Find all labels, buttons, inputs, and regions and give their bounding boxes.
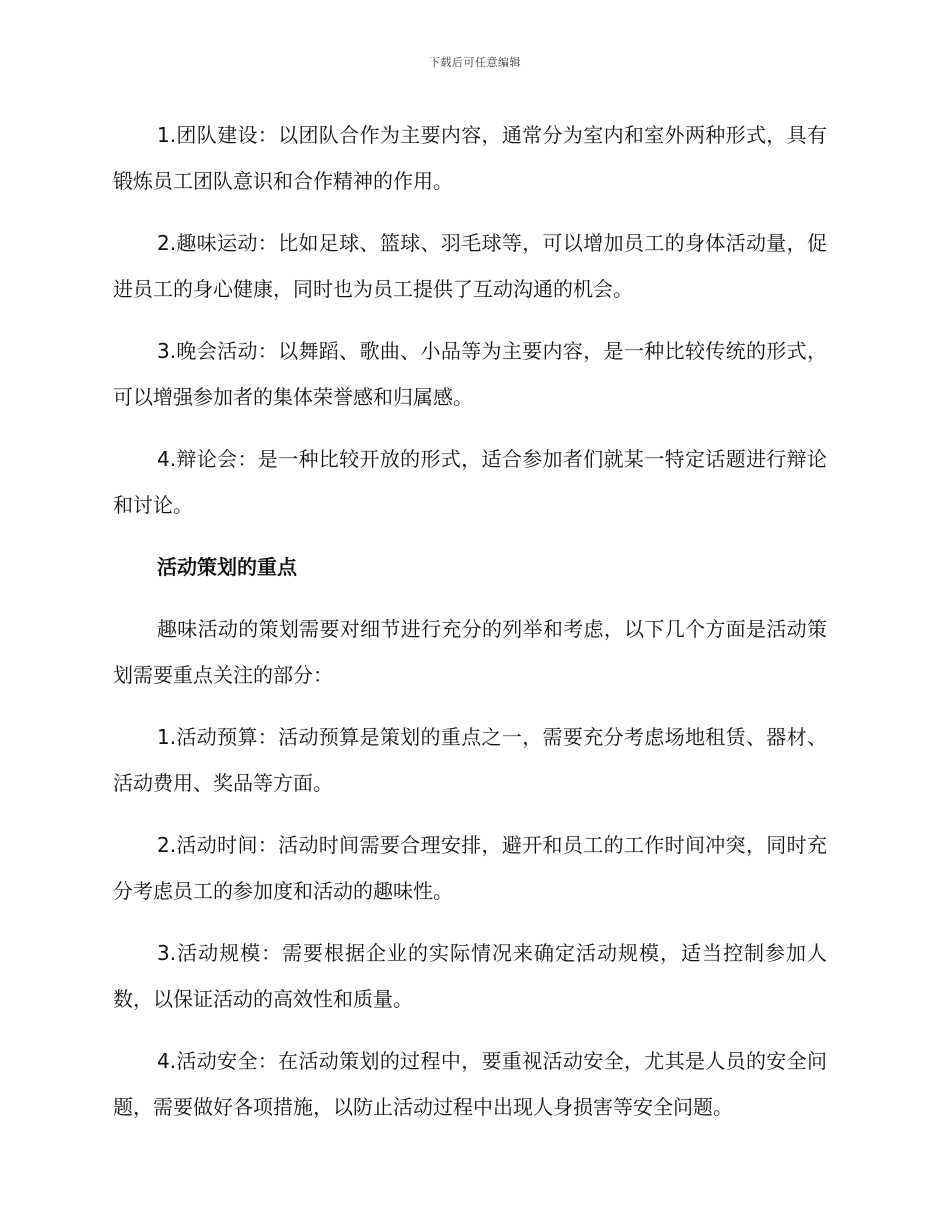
paragraph-evening-party: 3.晚会活动：以舞蹈、歌曲、小品等为主要内容，是一种比较传统的形式，可以增强参加者的集体荣誉感和归属感。 [113, 339, 827, 409]
point-time: 2.活动时间：活动时间需要合理安排，避开和员工的工作时间冲突，同时充分考虑员工的参加度和活动的趣味性。 [113, 833, 827, 903]
paragraph-debate: 4.辩论会：是一种比较开放的形式，适合参加者们就某一特定话题进行辩论和讨论。 [113, 447, 827, 517]
paragraph-team-building: 1.团队建设：以团队合作为主要内容，通常分为室内和室外两种形式，具有锻炼员工团队意识和合作精神的作用。 [113, 123, 827, 193]
section-heading: 活动策划的重点 [157, 555, 297, 579]
point-safety: 4.活动安全：在活动策划的过程中，要重视活动安全，尤其是人员的安全问题，需要做好各项措施，以防止活动过程中出现人身损害等安全问题。 [113, 1049, 827, 1119]
document-body [113, 112, 827, 1146]
header-note: 下载后可任意编辑 [429, 56, 521, 69]
point-budget: 1.活动预算：活动预算是策划的重点之一，需要充分考虑场地租赁、器材、活动费用、奖品等方面。 [113, 725, 827, 795]
point-scale: 3.活动规模：需要根据企业的实际情况来确定活动规模，适当控制参加人数，以保证活动的高效性和质量。 [113, 941, 827, 1011]
paragraph-fun-sports: 2.趣味运动：比如足球、篮球、羽毛球等，可以增加员工的身体活动量，促进员工的身心健康，同时也为员工提供了互动沟通的机会。 [113, 231, 827, 301]
section-intro: 趣味活动的策划需要对细节进行充分的列举和考虑，以下几个方面是活动策划需要重点关注的部分： [113, 617, 827, 687]
